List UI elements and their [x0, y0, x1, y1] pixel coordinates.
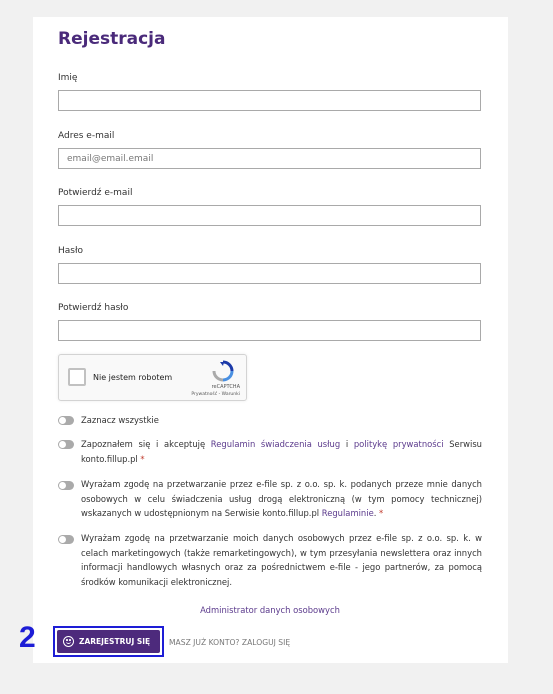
confirm-email-label: Potwierdź e-mail [58, 188, 133, 198]
login-link[interactable]: MASZ JUŻ KONTO? ZALOGUJ SIĘ [169, 638, 291, 647]
required-asterisk: * [376, 508, 384, 518]
email-label: Adres e-mail [58, 131, 115, 141]
smiley-icon [63, 636, 74, 647]
recaptcha-label: Nie jestem robotem [93, 373, 173, 382]
required-asterisk: * [137, 453, 145, 464]
recaptcha-links[interactable]: Prywatność - Warunki [191, 392, 240, 397]
first-name-label: Imię [58, 73, 78, 83]
step-number-annotation: 2 [19, 621, 36, 654]
confirm-password-label: Potwierdź hasło [58, 303, 129, 313]
register-button[interactable] [57, 630, 160, 653]
terms-text-3: Serwisu konto.fillup.pl [81, 439, 482, 464]
register-button-label: ZAREJESTRUJ SIĘ [79, 637, 151, 646]
select-all-text: Zaznacz wszystkie [81, 415, 159, 425]
confirm-email-input[interactable] [58, 205, 481, 226]
recaptcha-logo-icon [211, 359, 235, 383]
regulations-link[interactable]: Regulaminie [321, 508, 374, 518]
data-processing-toggle[interactable] [58, 481, 74, 490]
confirm-password-input[interactable] [58, 320, 481, 341]
data-processing-text-2: . [373, 508, 377, 518]
marketing-text: Wyrażam zgodę na przetwarzanie moich danych osobowych przez e-file sp. z o.o. sp. k. w celach marketingowych (także remarketingowych), w tym przesyłania newslettera oraz innych informacji handlowych własnych oraz za pośrednictwem e-file - jego partnerów, za pomocą środków komunikacji elektronicznej. [81, 533, 482, 587]
data-processing-consent-text [81, 477, 482, 521]
terms-text-2: i [340, 439, 354, 449]
password-input[interactable] [58, 263, 481, 284]
recaptcha-brand: reCAPTCHA [211, 384, 240, 390]
terms-regulations-link[interactable]: Regulamin świadczenia usług [210, 439, 341, 449]
first-name-input[interactable] [58, 90, 481, 111]
marketing-toggle[interactable] [58, 535, 74, 544]
select-all-label [81, 413, 482, 428]
recaptcha-widget [58, 354, 247, 401]
recaptcha-checkbox[interactable] [68, 368, 86, 386]
terms-toggle[interactable] [58, 440, 74, 449]
privacy-policy-link[interactable]: politykę prywatności [353, 439, 444, 449]
data-processing-text-1: Wyrażam zgodę na przetwarzanie przez e-file sp. z o.o. sp. k. podanych przeze mnie danych osobowych w celu świadczenia usług drogą elektroniczną (w tym pomocy technicznej) wskazanych w udostępnionym na Serwisie konto.fillup.pl [81, 479, 482, 518]
terms-consent-text [81, 437, 482, 466]
email-input[interactable] [58, 148, 481, 169]
data-administrator-link[interactable]: Administrator danych osobowych [200, 605, 340, 615]
select-all-toggle[interactable] [58, 416, 74, 425]
password-label: Hasło [58, 246, 84, 256]
page-title: Rejestracja [58, 29, 166, 49]
terms-text-1: Zapoznałem się i akceptuję [81, 439, 211, 449]
marketing-consent-text [81, 531, 482, 589]
